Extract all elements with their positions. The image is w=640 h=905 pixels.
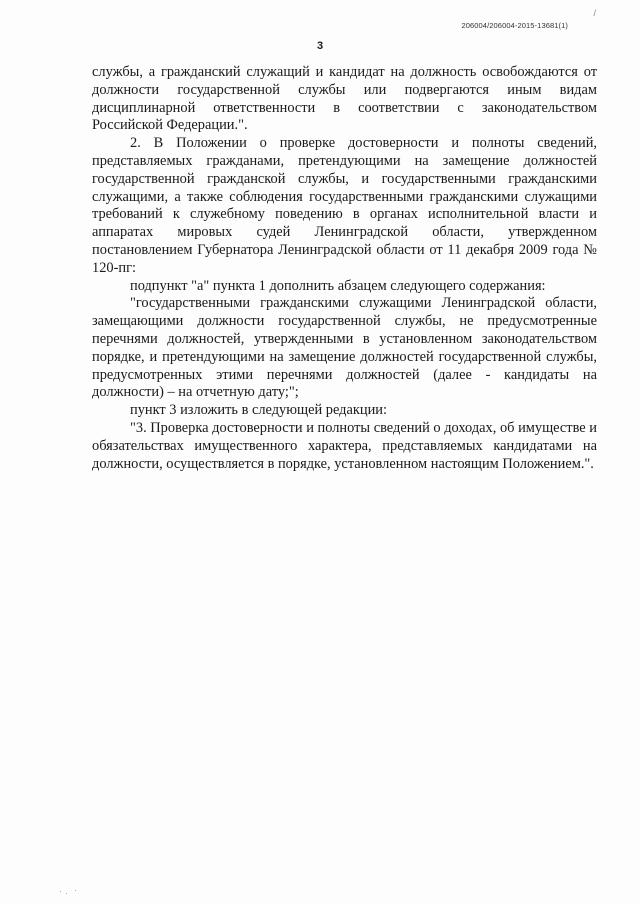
scan-artifacts: [0, 889, 640, 895]
paragraph-item-2: 2. В Положении о проверке достоверности и полноты сведений, представляемых гражданами, претендующими на замещение должностей государственной гражданской службы, и государственными гражданскими служащими, а также соблюдения государственными гражданскими служащими требований к служебному поведению в органах исполнительной власти и аппаратах мировых судей Ленинградской области, утвержденном постановлением Губернатора Ленинградской области от 11 декабря 2009 года № 120-пг:: [92, 135, 597, 276]
document-body: [92, 64, 597, 473]
document-id: 206004/206004-2015-13681(1): [461, 21, 568, 30]
corner-mark: /: [593, 8, 596, 18]
paragraph-continuation: службы, а гражданский служащий и кандидат на должность освобождаются от должности государственной службы или подвергаются иным видам дисциплинарной ответственности в соответствии с законодательством Российской Федерации.".: [92, 64, 597, 134]
paragraph-quote-2: "3. Проверка достоверности и полноты сведений о доходах, об имуществе и обязательствах имущественного характера, представляемых кандидатами на должности, осуществляется в порядке, установленном настоящим Положением.".: [92, 419, 597, 472]
page-number: 3: [316, 40, 324, 52]
paragraph-subitem-a: подпункт "а" пункта 1 дополнить абзацем следующего содержания:: [130, 277, 546, 294]
paragraph-quote-1: "государственными гражданскими служащими Ленинградской области, замещающими должности государственной службы, не предусмотренные перечнями должностей, утвержденными в установленном законодательством порядке, и претендующими на замещение должностей государственной службы, предусмотренных этими перечнями должностей (далее - кандидаты на должности) – на отчетную дату;";: [92, 295, 597, 401]
paragraph-item-3-intro: пункт 3 изложить в следующей редакции:: [130, 402, 387, 419]
